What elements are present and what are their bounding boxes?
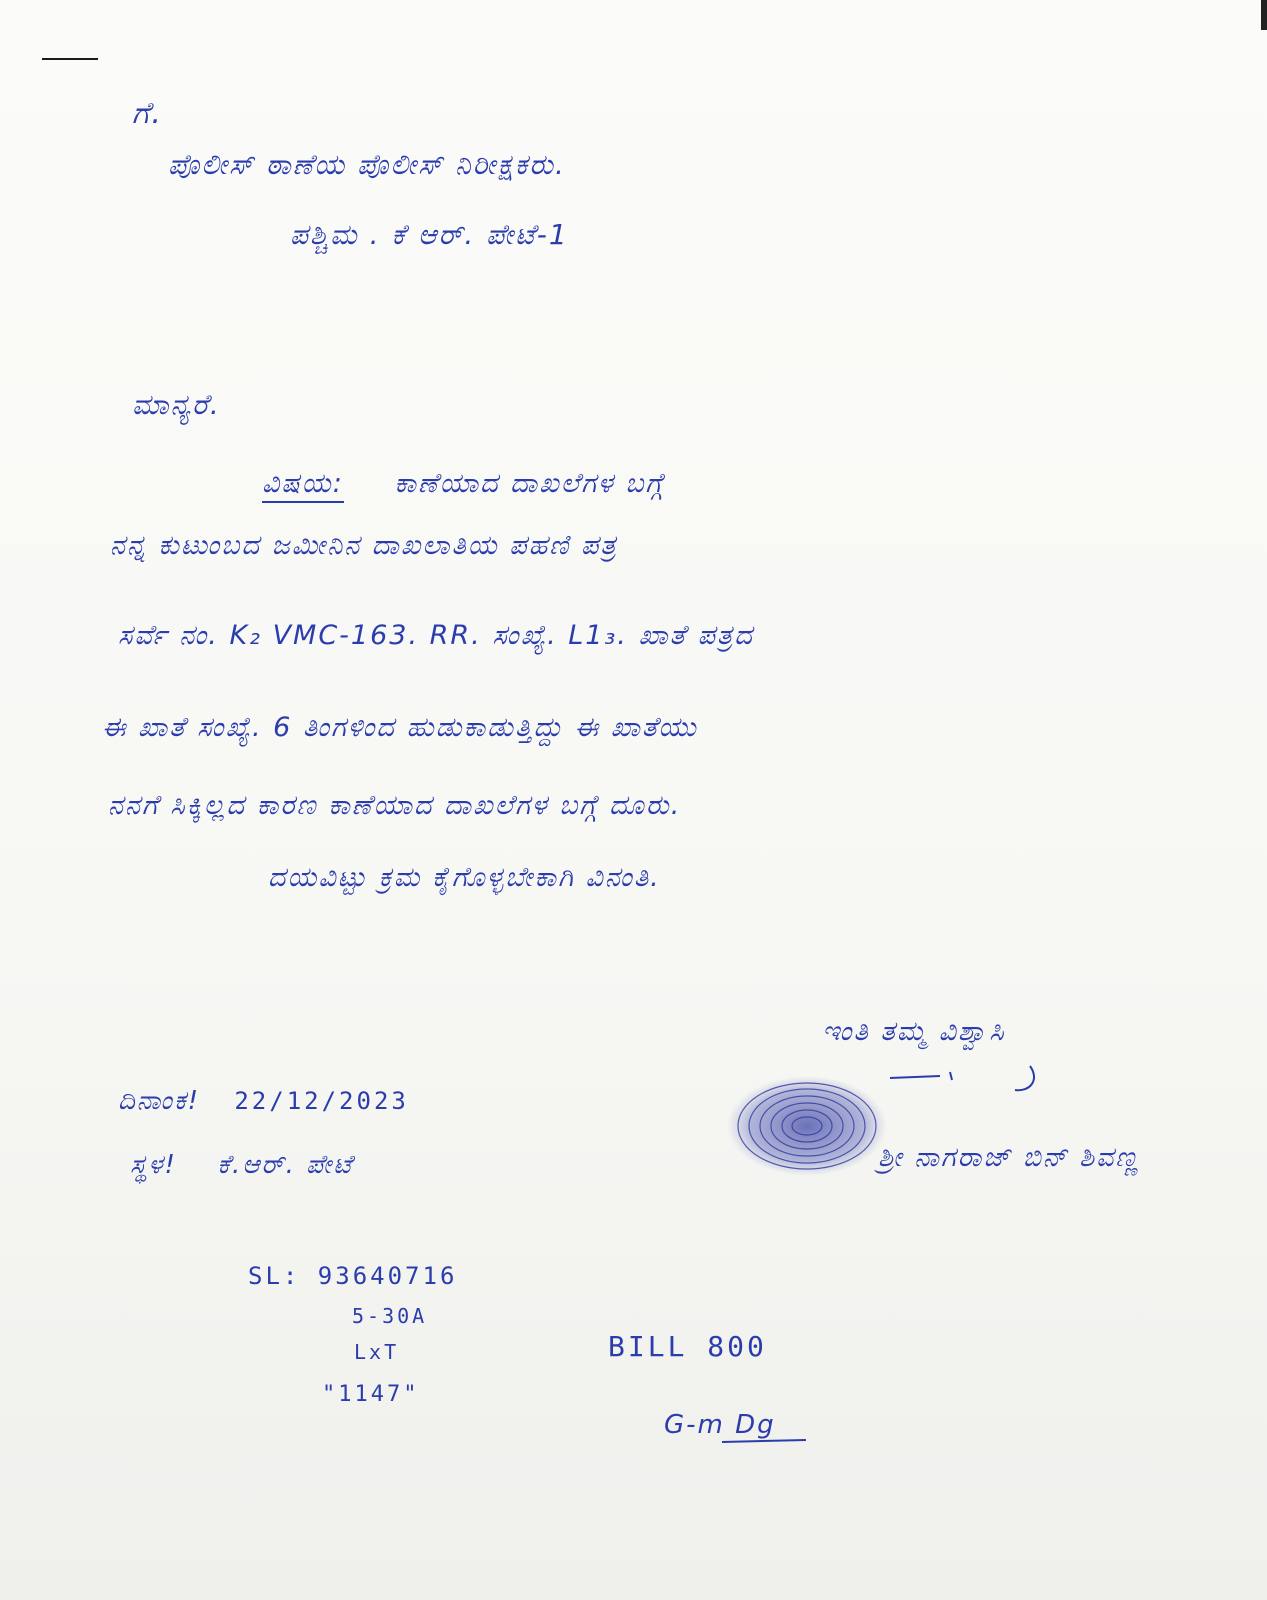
office-ref: LxT: [354, 1340, 400, 1364]
closing-flourish: [880, 1060, 1060, 1100]
initials-underline: [720, 1430, 810, 1450]
date-line: [118, 1086, 409, 1117]
recipient-line-2: ಪಶ್ಚಿಮ . ಕೆ ಆರ್. ಪೇಟೆ-1: [290, 218, 569, 251]
recipient-to: ಗೆ.: [132, 96, 163, 131]
body-line-1: ನನ್ನ ಕುಟುಂಬದ ಜಮೀನಿನ ದಾಖಲಾತಿಯ ಪಹಣಿ ಪತ್ರ: [110, 530, 618, 561]
officer-initials: G-m Dg: [664, 1410, 776, 1440]
bill-note: BILL 800: [608, 1330, 767, 1363]
place-line: [130, 1150, 353, 1181]
thumb-impression: [722, 1072, 892, 1180]
place-value: ಕೆ.ಆರ್. ಪೇಟೆ: [217, 1150, 354, 1180]
signatory-name: ಶ್ರೀ ನಾಗರಾಜ್ ಬಿನ್ ಶಿವಣ್ಣ: [878, 1142, 1141, 1173]
closing: ಇಂತಿ ತಮ್ಮ ವಿಶ್ವಾಸಿ: [822, 1016, 1006, 1047]
margin-mark: [42, 58, 98, 60]
date-value: 22/12/2023: [234, 1087, 409, 1115]
subject-label: ವಿಷಯ:: [262, 468, 344, 503]
subject-line: [262, 468, 665, 500]
body-line-4: ನನಗೆ ಸಿಕ್ಕಿಲ್ಲದ ಕಾರಣ ಕಾಣೆಯಾದ ದಾಖಲೆಗಳ ಬಗ್ಗೆ ದೂರು.: [108, 790, 682, 821]
body-line-5: ದಯವಿಟ್ಟು ಕ್ರಮ ಕೈಗೊಳ್ಳಬೇಕಾಗಿ ವಿನಂತಿ.: [268, 862, 661, 893]
page-edge-shadow: [1261, 0, 1267, 30]
place-label: ಸ್ಥಳ!: [130, 1150, 177, 1180]
subject-text: ಕಾಣೆಯಾದ ದಾಖಲೆಗಳ ಬಗ್ಗೆ: [394, 468, 665, 499]
body-line-3: ಈ ಖಾತೆ ಸಂಖ್ಯೆ. 6 ತಿಂಗಳಿಂದ ಹುಡುಕಾಡುತ್ತಿದ್ದು ಈ ಖಾತೆಯು: [102, 712, 698, 743]
office-number: "1147": [322, 1382, 420, 1407]
body-line-2: ಸರ್ವೆ ನಂ. K₂ VMC-163. RR. ಸಂಖ್ಯೆ. L1₃. ಖಾತೆ ಪತ್ರದ: [118, 620, 754, 651]
recipient-line-1: ಪೊಲೀಸ್ ಠಾಣೆಯ ಪೊಲೀಸ್ ನಿರೀಕ್ಷಕರು.: [168, 148, 566, 181]
sl-number: SL: 93640716: [248, 1262, 458, 1290]
salutation: ಮಾನ್ಯರೆ.: [132, 388, 221, 421]
office-code: 5-30A: [352, 1304, 428, 1328]
date-label: ದಿನಾಂಕ!: [118, 1086, 201, 1116]
